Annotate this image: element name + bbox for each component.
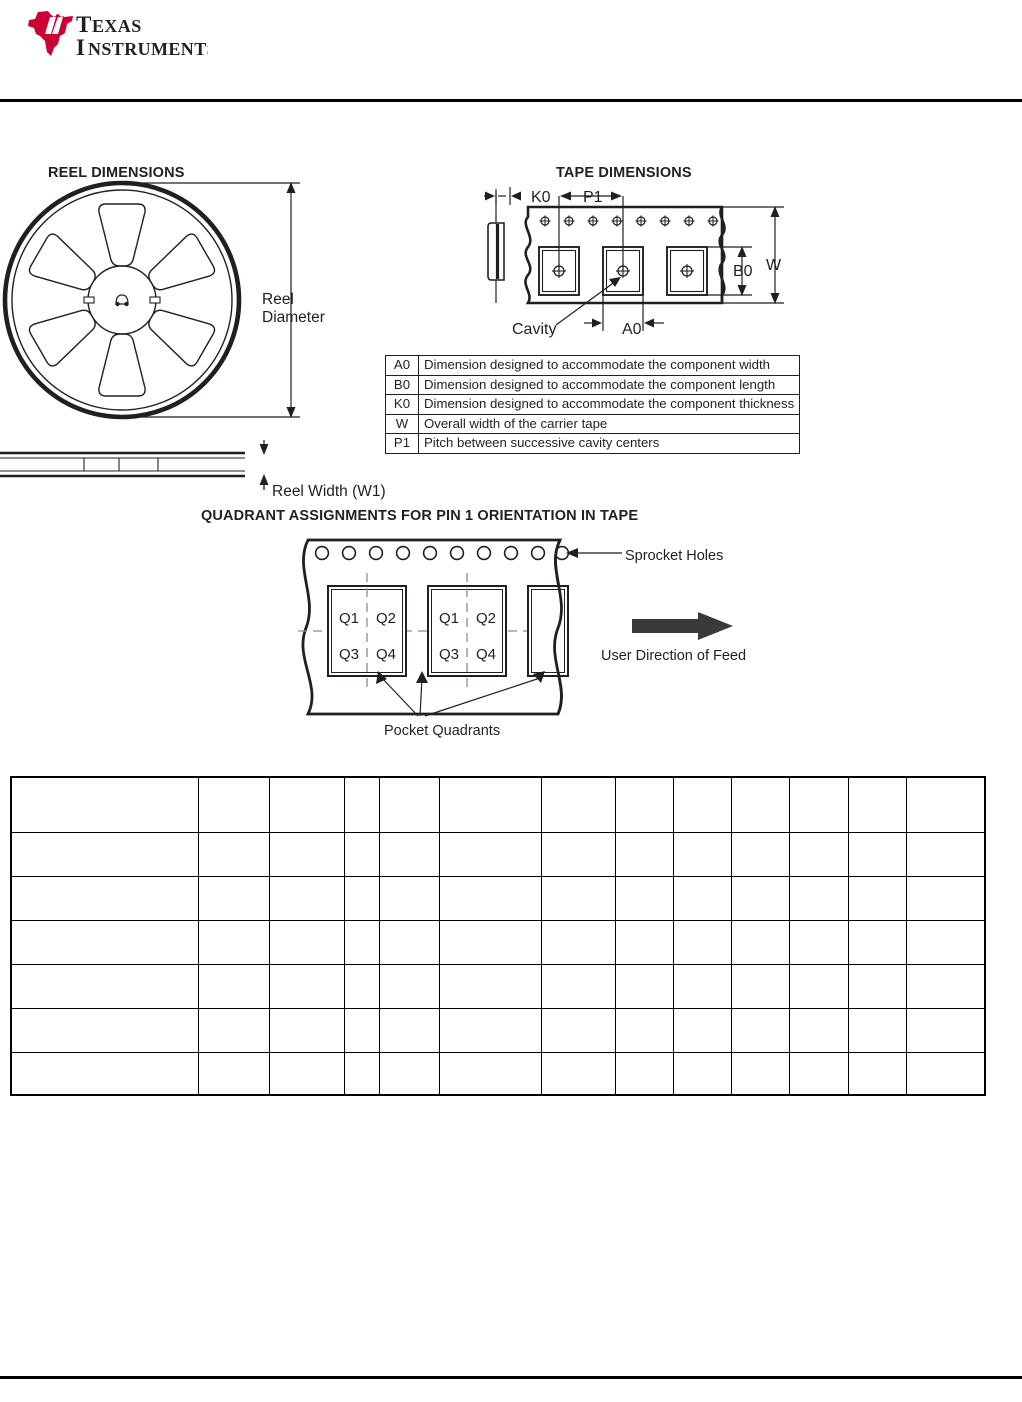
- table-cell: [380, 1009, 440, 1053]
- legend-description: Dimension designed to accommodate the component width: [419, 356, 800, 376]
- sprocket-holes-label: Sprocket Holes: [625, 548, 724, 564]
- table-cell: [732, 777, 790, 833]
- table-cell: [907, 1009, 986, 1053]
- table-cell: [345, 877, 380, 921]
- table-cell: [199, 921, 270, 965]
- svg-text:Q2: Q2: [475, 610, 497, 627]
- table-cell: [270, 833, 345, 877]
- svg-text:Q2: Q2: [375, 610, 397, 627]
- table-cell: [790, 1009, 849, 1053]
- table-cell: [270, 1053, 345, 1096]
- svg-text:Q1: Q1: [438, 610, 460, 627]
- footer-divider: [0, 1376, 1022, 1379]
- tape-diagram: [484, 185, 804, 340]
- table-cell: [907, 1053, 986, 1096]
- table-row: [11, 777, 985, 833]
- legend-code: B0: [386, 375, 419, 395]
- table-cell: [907, 877, 986, 921]
- table-cell: [440, 921, 542, 965]
- package-data-table: [10, 776, 986, 1096]
- table-cell: [270, 877, 345, 921]
- table-row: [11, 1009, 985, 1053]
- table-cell: [345, 965, 380, 1009]
- table-cell: [542, 1053, 616, 1096]
- table-cell: [270, 965, 345, 1009]
- table-cell: [270, 1009, 345, 1053]
- svg-text:I: I: [76, 35, 86, 60]
- table-cell: [542, 777, 616, 833]
- feed-direction-arrow-icon: [632, 612, 733, 640]
- table-cell: [11, 877, 199, 921]
- table-cell: [732, 1053, 790, 1096]
- table-cell: [199, 833, 270, 877]
- table-cell: [542, 877, 616, 921]
- table-cell: [616, 833, 674, 877]
- quadrant-diagram: [270, 528, 630, 728]
- table-cell: [674, 965, 732, 1009]
- a0-label: A0: [622, 321, 642, 338]
- reel-diameter-label: [262, 291, 325, 328]
- table-cell: [380, 777, 440, 833]
- table-cell: [849, 877, 907, 921]
- tape-leader-edge: [488, 193, 504, 303]
- svg-text:Q3: Q3: [338, 646, 360, 663]
- table-cell: [674, 777, 732, 833]
- table-cell: [732, 833, 790, 877]
- w-label: W: [766, 257, 782, 274]
- header-divider: [0, 99, 1022, 102]
- quadrant-assignments-title: QUADRANT ASSIGNMENTS FOR PIN 1 ORIENTATION IN TAPE: [201, 508, 639, 524]
- table-cell: [199, 965, 270, 1009]
- table-cell: [849, 1053, 907, 1096]
- legend-row: [386, 356, 800, 376]
- table-cell: [907, 921, 986, 965]
- table-cell: [790, 1053, 849, 1096]
- table-cell: [616, 965, 674, 1009]
- pocket-2: [428, 573, 506, 690]
- table-cell: [542, 1009, 616, 1053]
- reel-hub: [88, 266, 156, 334]
- table-cell: [849, 921, 907, 965]
- svg-text:Q4: Q4: [375, 646, 397, 663]
- table-cell: [199, 1053, 270, 1096]
- table-cell: [199, 877, 270, 921]
- table-cell: [616, 921, 674, 965]
- table-cell: [11, 1053, 199, 1096]
- table-cell: [790, 777, 849, 833]
- table-cell: [542, 965, 616, 1009]
- legend-code: K0: [386, 395, 419, 415]
- reel-side-view: [0, 440, 270, 472]
- legend-row: [386, 434, 800, 454]
- table-cell: [345, 1053, 380, 1096]
- svg-text:Q1: Q1: [338, 610, 360, 627]
- table-cell: [11, 833, 199, 877]
- table-cell: [616, 777, 674, 833]
- table-cell: [199, 1009, 270, 1053]
- legend-code: P1: [386, 434, 419, 454]
- table-row: [11, 877, 985, 921]
- table-cell: [907, 833, 986, 877]
- table-cell: [732, 1009, 790, 1053]
- reel-dimensions-title: REEL DIMENSIONS: [48, 165, 185, 181]
- table-cell: [732, 877, 790, 921]
- table-cell: [345, 833, 380, 877]
- table-cell: [440, 877, 542, 921]
- table-cell: [345, 1009, 380, 1053]
- table-row: [11, 833, 985, 877]
- table-cell: [674, 921, 732, 965]
- table-cell: [380, 877, 440, 921]
- legend-description: Dimension designed to accommodate the component thickness: [419, 395, 800, 415]
- sprocket-leader: [566, 548, 622, 558]
- texas-instruments-logo: [18, 8, 208, 60]
- table-cell: [270, 777, 345, 833]
- table-cell: [11, 1009, 199, 1053]
- table-cell: [849, 1009, 907, 1053]
- table-cell: [790, 877, 849, 921]
- w-dimension: [722, 207, 784, 303]
- table-cell: [440, 777, 542, 833]
- table-cell: [440, 833, 542, 877]
- table-cell: [199, 777, 270, 833]
- k0-label: K0: [531, 189, 551, 206]
- feed-direction-label: User Direction of Feed: [601, 648, 747, 664]
- table-cell: [907, 965, 986, 1009]
- legend-row: [386, 395, 800, 415]
- legend-description: Pitch between successive cavity centers: [419, 434, 800, 454]
- table-cell: [380, 965, 440, 1009]
- table-cell: [674, 1009, 732, 1053]
- table-cell: [440, 965, 542, 1009]
- table-cell: [616, 1053, 674, 1096]
- table-cell: [616, 1009, 674, 1053]
- reel-diameter-label-line1: Reel: [262, 291, 294, 308]
- table-cell: [440, 1053, 542, 1096]
- tape-dimensions-title: TAPE DIMENSIONS: [556, 165, 692, 181]
- table-cell: [616, 877, 674, 921]
- cavity-label: Cavity: [512, 321, 557, 338]
- legend-row: [386, 414, 800, 434]
- table-row: [11, 965, 985, 1009]
- svg-text:Q4: Q4: [475, 646, 497, 663]
- legend-code: W: [386, 414, 419, 434]
- table-row: [11, 1053, 985, 1096]
- svg-text:NSTRUMENTS: NSTRUMENTS: [88, 39, 208, 59]
- b0-label: B0: [733, 263, 753, 280]
- pocket-quadrants-label: Pocket Quadrants: [384, 723, 501, 739]
- table-cell: [674, 833, 732, 877]
- table-cell: [11, 921, 199, 965]
- table-cell: [380, 921, 440, 965]
- table-cell: [380, 1053, 440, 1096]
- table-cell: [542, 921, 616, 965]
- table-row: [11, 921, 985, 965]
- table-cell: [440, 1009, 542, 1053]
- table-cell: [790, 833, 849, 877]
- table-cell: [732, 965, 790, 1009]
- table-cell: [270, 921, 345, 965]
- reel-width-label: Reel Width (W1): [272, 483, 386, 500]
- table-cell: [849, 965, 907, 1009]
- table-cell: [380, 833, 440, 877]
- reel-diameter-label-line2: Diameter: [262, 309, 325, 327]
- legend-code: A0: [386, 356, 419, 376]
- legend-description: Dimension designed to accommodate the component length: [419, 375, 800, 395]
- svg-text:T: T: [76, 12, 92, 37]
- table-cell: [11, 777, 199, 833]
- table-cell: [674, 877, 732, 921]
- table-cell: [345, 921, 380, 965]
- svg-text:EXAS: EXAS: [92, 16, 142, 36]
- legend-description: Overall width of the carrier tape: [419, 414, 800, 434]
- table-cell: [907, 777, 986, 833]
- table-cell: [11, 965, 199, 1009]
- table-cell: [790, 965, 849, 1009]
- dimension-legend-table: [385, 355, 800, 454]
- svg-text:Q3: Q3: [438, 646, 460, 663]
- table-cell: [849, 833, 907, 877]
- table-cell: [849, 777, 907, 833]
- pocket-1: [328, 573, 406, 690]
- table-cell: [674, 1053, 732, 1096]
- p1-label: P1: [583, 189, 603, 206]
- legend-row: [386, 375, 800, 395]
- table-cell: [542, 833, 616, 877]
- table-cell: [732, 921, 790, 965]
- table-cell: [790, 921, 849, 965]
- table-cell: [345, 777, 380, 833]
